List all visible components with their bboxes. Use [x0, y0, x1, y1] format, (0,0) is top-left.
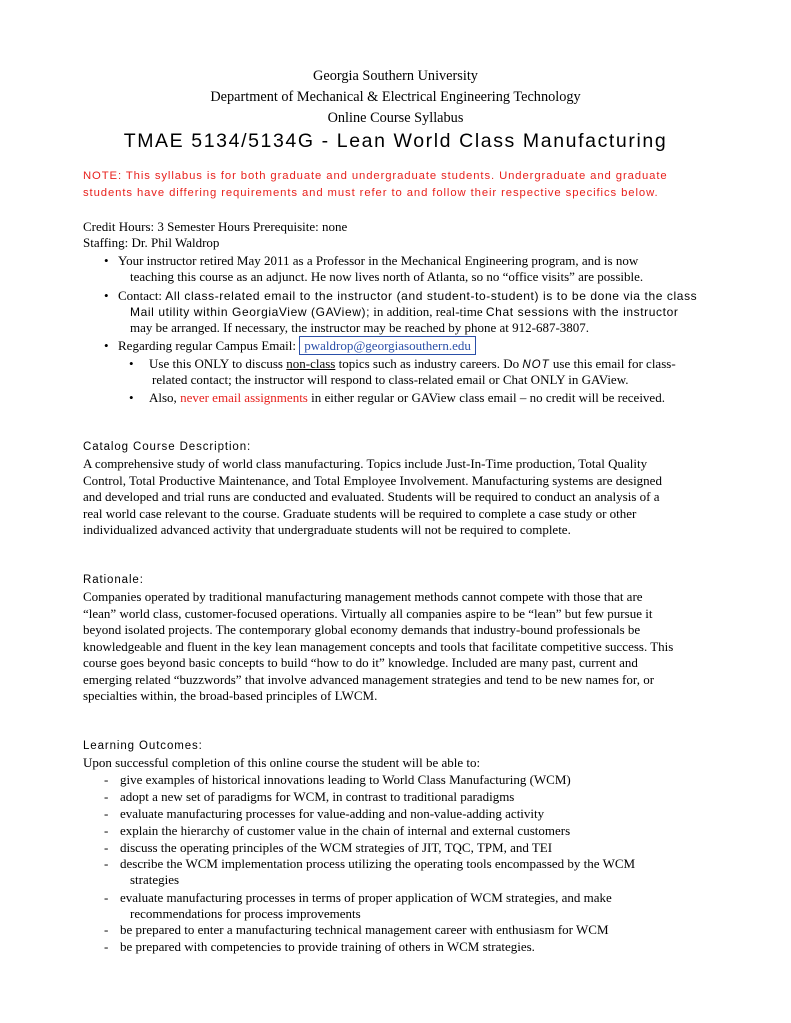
bullet-contact-cont: Mail utility within GeorgiaView (GAView); in addition, real-time Chat sessions with the instructor — [130, 304, 679, 319]
outcome-item-cont: recommendations for process improvements — [130, 906, 361, 921]
bullet-icon: • — [104, 288, 109, 303]
bullet-icon: • — [129, 356, 134, 371]
outcome-item: - be prepared to enter a manufacturing technical management career with enthusiasm for WCM — [104, 922, 609, 937]
outcome-item: - evaluate manufacturing processes in terms of proper application of WCM strategies, and make — [104, 890, 612, 905]
bullet-instructor-cont: teaching this course as an adjunct. He now lives north of Atlanta, so no “office visits” are possible. — [130, 269, 644, 284]
outcome-item: - discuss the operating principles of the WCM strategies of JIT, TQC, TPM, and TEI — [104, 840, 553, 855]
bullet-icon: • — [129, 390, 134, 405]
note-line: NOTE: This syllabus is for both graduate and undergraduate students. Undergraduate and graduate — [83, 170, 668, 182]
outcome-item: - describe the WCM implementation process utilizing the operating tools encompassed by the WCM — [104, 856, 636, 871]
rationale-heading: Rationale: — [83, 574, 144, 586]
sub-bullet-only-cont: related contact; the instructor will respond to class-related email or Chat ONLY in GAView. — [152, 372, 629, 387]
bullet-contact-phone: may be arranged. If necessary, the instructor may be reached by phone at 912-687-3807. — [130, 320, 590, 335]
department-name: Department of Mechanical & Electrical Engineering Technology — [210, 89, 581, 105]
outcome-item: - explain the hierarchy of customer value in the chain of internal and external customers — [104, 823, 571, 838]
catalog-heading: Catalog Course Description: — [83, 441, 252, 453]
sub-bullet-never: • Also, never email assignments in either regular or GAView class email – no credit will be received. — [129, 390, 665, 405]
credit-hours: Credit Hours: 3 Semester Hours Prerequisite: none — [83, 219, 348, 234]
bullet-icon: • — [104, 338, 109, 353]
outcome-item: - adopt a new set of paradigms for WCM, in contrast to traditional paradigms — [104, 789, 515, 804]
outcomes-intro: Upon successful completion of this online course the student will be able to: — [83, 755, 481, 770]
sub-bullet-only: • Use this ONLY to discuss non-class topics such as industry careers. Do NOT use this email for class- — [129, 356, 676, 371]
document-type: Online Course Syllabus — [327, 110, 464, 126]
outcomes-heading: Learning Outcomes: — [83, 740, 203, 752]
outcome-item: - evaluate manufacturing processes for value-adding and non-value-adding activity — [104, 806, 545, 821]
bullet-contact: • Contact: All class-related email to the instructor (and student-to-student) is to be done via the class — [104, 288, 698, 303]
outcome-item: - be prepared with competencies to provide training of others in WCM strategies. — [104, 939, 535, 954]
bullet-icon: • — [104, 253, 109, 268]
course-title: TMAE 5134/5134G - Lean World Class Manufacturing — [123, 130, 668, 152]
staffing: Staffing: Dr. Phil Waldrop — [83, 235, 220, 250]
outcome-item: - give examples of historical innovations leading to World Class Manufacturing (WCM) — [104, 772, 571, 787]
bullet-campus-email: • Regarding regular Campus Email: pwaldrop@georgiasouthern.edu — [104, 338, 476, 355]
rationale-text: Companies operated by traditional manufacturing management methods cannot compete with those that are “lean” world class, customer-focused operations. Virtually all companies aspire to be “lean” but few pursue it beyond isolated projects. The contemporary global economy demands that industry-bound professionals be knowledgeable and fluent in the key lean management concepts and tools that facilitate competitive success. This course goes beyond basic concepts to build “how to do it” knowledge. Included are many past, current and emerging related “buzzwords” that involve advanced management strategies and tend to be new names for, or specialties within, the broad-based principles of LWCM. — [83, 589, 674, 703]
university-name: Georgia Southern University — [313, 68, 478, 84]
catalog-description: A comprehensive study of world class manufacturing. Topics include Just-In-Time production, Total Quality Control, Total Productive Maintenance, and Total Employee Involvement. Manufacturing systems are designed and developed and trial runs are conducted and evaluated. Students will be required to conduct an analysis of a real world case relevant to the course. Graduate students will be required to complete a case study or other individualized advanced activity that undergraduate students will not be required to complete. — [83, 456, 662, 537]
bullet-instructor: • Your instructor retired May 2011 as a Professor in the Mechanical Engineering program, and is now — [104, 253, 639, 268]
email-link[interactable]: pwaldrop@georgiasouthern.edu — [299, 336, 476, 355]
note-line: students have differing requirements and must refer to and follow their respective specifics below. — [83, 186, 659, 199]
outcome-item-cont: strategies — [130, 872, 180, 887]
syllabus-note — [83, 168, 723, 201]
